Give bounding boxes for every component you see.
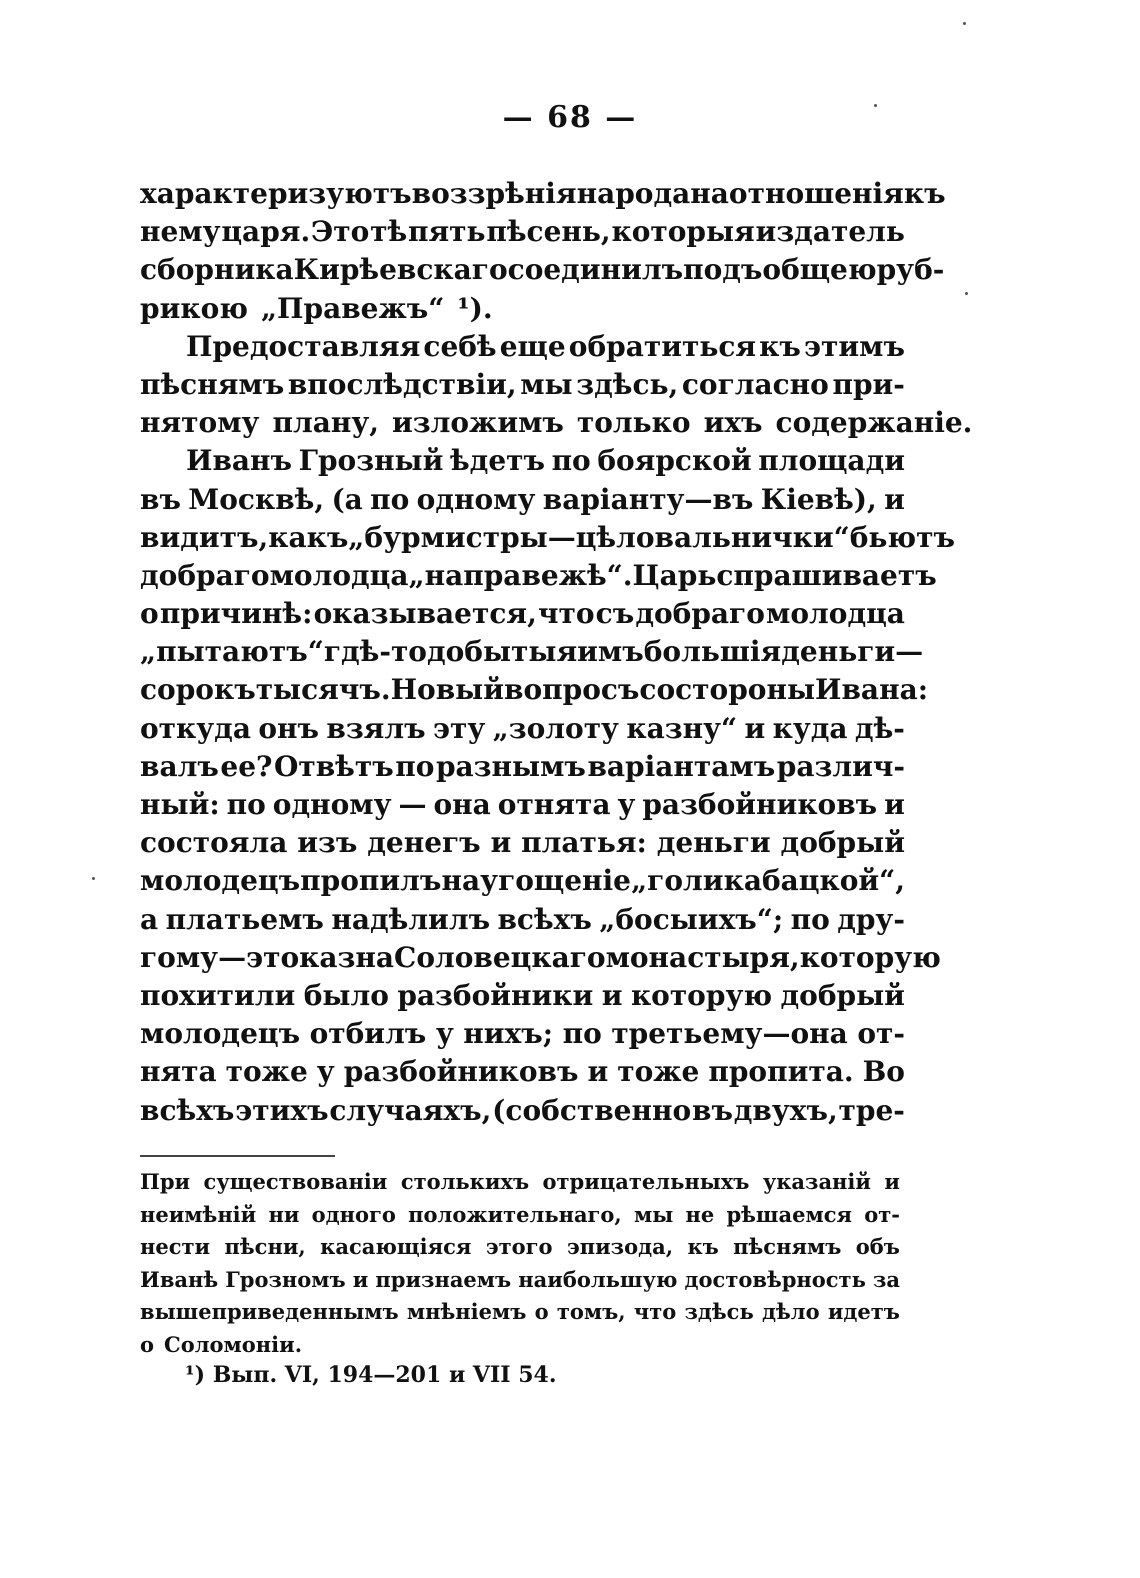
print-speck (92, 877, 95, 880)
text-line: гому—это казна Соловецкаго монастыря, которую (140, 940, 941, 974)
print-speck (874, 104, 877, 107)
text-line: нятому плану, изложимъ только ихъ содержаніе. (140, 406, 973, 440)
text-line: видитъ, какъ „бурмистры—цѣловальнички“ бьютъ (140, 520, 955, 554)
footnote-reference: ¹) Вып. VI, 194—201 и VII 54. (185, 1362, 557, 1388)
text-line: Иванъ Грозный ѣдетъ по боярской площади (186, 444, 905, 478)
footnote-separator (140, 1155, 335, 1157)
text-line: молодецъ пропилъ на угощеніе „голи кабацкой“, (140, 864, 905, 898)
text-line: ный: по одному — она отнята у разбойниковъ и (140, 788, 905, 821)
main-text (140, 175, 973, 1130)
footnote-line: Иванѣ Грозномъ и признаемъ наибольшую достовѣрность за (140, 1266, 900, 1292)
text-line: а платьемъ надѣлилъ всѣхъ „босыихъ“; по дру- (140, 902, 905, 936)
footnote-line: При существованіи столькихъ отрицательныхъ указаній и (140, 1169, 900, 1194)
text-line: пѣснямъ впослѣдствіи, мы здѣсь, согласно при- (140, 367, 905, 401)
text-line: Предоставляя себѣ еще обратиться къ этимъ (186, 329, 905, 363)
text-line: нему царя. Это тѣ пять пѣсень, которыя издатель (140, 215, 905, 249)
text-line: о причинѣ: оказывается, что съ добраго молодца (140, 597, 905, 631)
footnote-line: о Соломоніи. (140, 1331, 303, 1357)
text-line: состояла изъ денегъ и платья: деньги добрый (140, 826, 905, 860)
footnote-text (140, 1166, 900, 1362)
footnote-line: вышеприведеннымъ мнѣніемъ о томъ, что здѣсь дѣло идетъ (140, 1299, 900, 1325)
print-speck (963, 22, 966, 25)
text-line: рикою „Правежъ“ ¹). (140, 291, 493, 325)
text-line: сорокъ тысячъ. Новый вопросъ со стороны Ивана: (140, 673, 929, 707)
text-line: похитили было разбойники и которую добрый (140, 978, 905, 1012)
page-number: — 68 — (502, 100, 638, 135)
text-line: валъ ее? Отвѣтъ по разнымъ варіантамъ различ- (140, 749, 905, 783)
text-line: сборника Кирѣевскаго соединилъ подъ общею руб- (140, 253, 945, 287)
text-line: „пытаютъ“ гдѣ-то добытыя имъ большія деньги— (140, 635, 924, 669)
footnote-line: неимѣній ни одного положительнаго, мы не рѣшаемся от- (140, 1201, 900, 1227)
text-line: всѣхъ этихъ случаяхъ, (собственно въ двухъ, тре- (140, 1093, 905, 1127)
text-line: молодецъ отбилъ у нихъ; по третьему—она от- (140, 1017, 905, 1051)
text-line: въ Москвѣ, (а по одному варіанту—въ Кіевѣ), и (140, 482, 905, 516)
text-line: характеризуютъ воззрѣнія народа на отношенія къ (140, 177, 946, 210)
text-line: добраго молодца „на правежѣ“. Царь спрашиваетъ (140, 558, 937, 592)
print-speck (965, 292, 968, 295)
text-line: нята тоже у разбойниковъ и тоже пропита. Во (140, 1055, 905, 1089)
footnote-line: нести пѣсни, касающіяся этого эпизода, къ пѣснямъ объ (140, 1234, 900, 1260)
text-line: откуда онъ взялъ эту „золоту казну“ и куда дѣ- (140, 711, 905, 745)
